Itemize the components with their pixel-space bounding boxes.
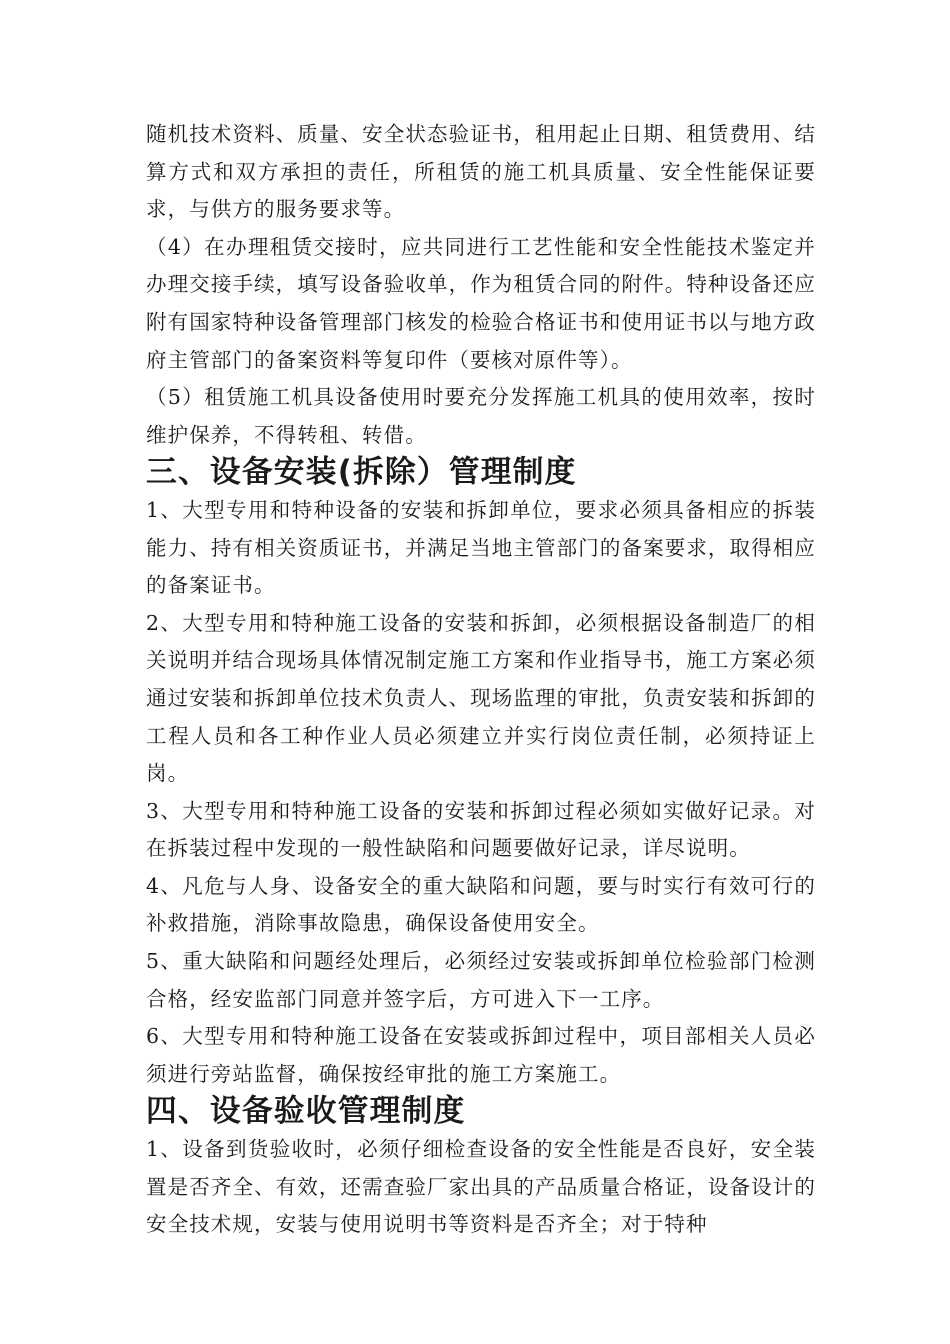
paragraph-installation-1: 1、大型专用和特种设备的安装和拆卸单位，要求必须具备相应的拆装能力、持有相关资质证书，并满足当地主管部门的备案要求，取得相应的备案证书。 — [146, 497, 816, 598]
paragraph-lease-usage-5: （5）租赁施工机具设备使用时要充分发挥施工机具的使用效率，按时维护保养，不得转租、转借。 — [146, 385, 816, 447]
paragraph-installation-3: 3、大型专用和特种施工设备的安装和拆卸过程必须如实做好记录。对在拆装过程中发现的一般性缺陷和问题要做好记录，详尽说明。 — [146, 798, 816, 861]
paragraph-lease-handover-4: （4）在办理租赁交接时，应共同进行工艺性能和安全性能技术鉴定并办理交接手续，填写设备验收单，作为租赁合同的附件。特种设备还应附有国家特种设备管理部门核发的检验合格证书和使用证书以与地方政府主管部门的备案资料等复印件（要核对原件等）。 — [146, 234, 816, 372]
section-heading-installation: 三、设备安装(拆除）管理制度 — [146, 454, 577, 491]
paragraph-acceptance-1: 1、设备到货验收时，必须仔细检查设备的安全性能是否良好，安全装置是否齐全、有效，还需查验厂家出具的产品质量合格证，设备设计的安全技术规，安装与使用说明书等资料是否齐全；对于特种 — [146, 1137, 816, 1237]
paragraph-installation-5: 5、重大缺陷和问题经处理后，必须经过安装或拆卸单位检验部门检测合格，经安监部门同意并签字后，方可进入下一工序。 — [146, 949, 816, 1011]
paragraph-installation-4: 4、凡危与人身、设备安全的重大缺陷和问题，要与时实行有效可行的补救措施，消除事故隐患，确保设备使用安全。 — [146, 873, 816, 936]
paragraph-installation-6: 6、大型专用和特种施工设备在安装或拆卸过程中，项目部相关人员必须进行旁站监督，确保按经审批的施工方案施工。 — [146, 1024, 816, 1086]
paragraph-installation-2: 2、大型专用和特种施工设备的安装和拆卸，必须根据设备制造厂的相关说明并结合现场具体情况制定施工方案和作业指导书，施工方案必须通过安装和拆卸单位技术负责人、现场监理的审批，负责安装和拆卸的工程人员和各工种作业人员必须建立并实行岗位责任制，必须持证上岗。 — [146, 610, 816, 786]
section-heading-acceptance: 四、设备验收管理制度 — [146, 1093, 466, 1130]
document-body — [146, 116, 816, 1244]
paragraph-lease-contract-terms: 随机技术资料、质量、安全状态验证书，租用起止日期、租赁费用、结算方式和双方承担的责任，所租赁的施工机具质量、安全性能保证要求，与供方的服务要求等。 — [146, 122, 816, 222]
